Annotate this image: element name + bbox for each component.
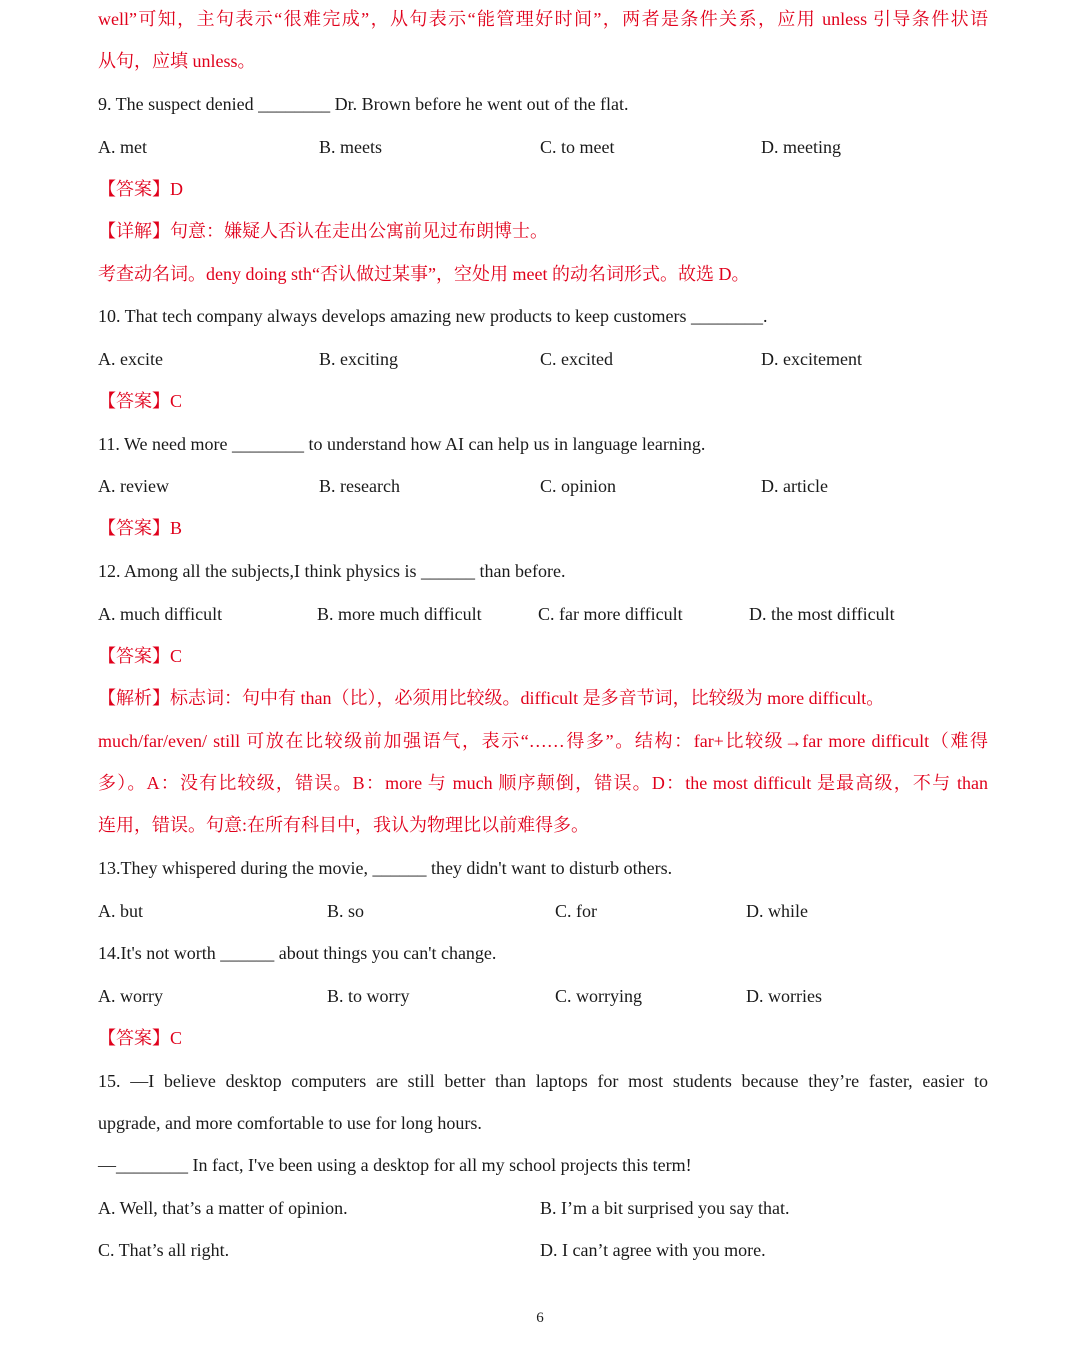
question-10-stem: 10. That tech company always develops amazing new products to keep customers ________.	[98, 306, 768, 326]
q10-answer: 【答案】C	[98, 391, 183, 411]
q15-option-a: A. Well, that’s a matter of opinion.	[98, 1198, 348, 1218]
q10-option-b: B. exciting	[319, 349, 398, 369]
q14-option-c: C. worrying	[555, 986, 642, 1006]
question-11-stem: 11. We need more ________ to understand how AI can help us in language learning.	[98, 434, 706, 454]
q9-option-d: D. meeting	[761, 137, 841, 157]
q12-option-d: D. the most difficult	[749, 604, 895, 624]
page-number: 6	[536, 1310, 544, 1326]
q9-detail: 【详解】句意：嫌疑人否认在走出公寓前见过布朗博士。	[98, 221, 548, 241]
q11-option-a: A. review	[98, 476, 169, 496]
q11-option-d: D. article	[761, 476, 828, 496]
question-12-stem: 12. Among all the subjects,I think physics is ______ than before.	[98, 561, 566, 581]
q9-answer: 【答案】D	[98, 179, 183, 199]
q15-option-d: D. I can’t agree with you more.	[540, 1240, 766, 1260]
q11-option-b: B. research	[319, 476, 400, 496]
q15-option-b: B. I’m a bit surprised you say that.	[540, 1198, 790, 1218]
explanation-line: 从句，应填 unless。	[98, 51, 256, 71]
q13-option-c: C. for	[555, 901, 597, 921]
question-15-reply: —________ In fact, I've been using a desktop for all my school projects this term!	[98, 1155, 692, 1175]
q13-option-b: B. so	[327, 901, 365, 921]
q11-option-c: C. opinion	[540, 476, 617, 496]
q15-option-c: C. That’s all right.	[98, 1240, 230, 1260]
question-9-stem: 9. The suspect denied ________ Dr. Brown before he went out of the flat.	[98, 94, 629, 114]
explanation-line: well”可知，主句表示“很难完成”，从句表示“能管理好时间”，两者是条件关系，应用 unless 引导条件状语	[98, 9, 988, 29]
q11-answer: 【答案】B	[98, 518, 183, 538]
question-14-stem: 14.It's not worth ______ about things you can't change.	[98, 943, 497, 963]
q12-option-c: C. far more difficult	[538, 604, 683, 624]
q12-explanation-1: 【解析】标志词：句中有 than（比），必须用比较级。difficult 是多音节词，比较级为 more difficult。	[98, 688, 885, 708]
q14-answer: 【答案】C	[98, 1028, 183, 1048]
q9-analysis: 考查动名词。deny doing sth“否认做过某事”，空处用 meet 的动名词形式。故选 D。	[98, 264, 750, 284]
q14-option-d: D. worries	[746, 986, 822, 1006]
q12-explanation-4: 连用，错误。句意:在所有科目中，我认为物理比以前难得多。	[98, 815, 589, 835]
question-13-stem: 13.They whispered during the movie, ______ they didn't want to disturb others.	[98, 858, 673, 878]
q12-explanation-2: much/far/even/ still 可放在比较级前加强语气，表示“……得多”。结构：far+比较级→far more difficult（难得	[98, 731, 988, 751]
q13-option-a: A. but	[98, 901, 143, 921]
q9-option-a: A. met	[98, 137, 147, 157]
q10-option-d: D. excitement	[761, 349, 862, 369]
q12-option-a: A. much difficult	[98, 604, 223, 624]
q13-option-d: D. while	[746, 901, 808, 921]
question-15-stem: 15. —I believe desktop computers are still better than laptops for most students because they’re faster, easier to	[98, 1071, 988, 1091]
q14-option-a: A. worry	[98, 986, 163, 1006]
q9-option-b: B. meets	[319, 137, 382, 157]
q9-option-c: C. to meet	[540, 137, 615, 157]
q14-option-b: B. to worry	[327, 986, 410, 1006]
q10-option-a: A. excite	[98, 349, 163, 369]
question-15-stem-cont: upgrade, and more comfortable to use for long hours.	[98, 1113, 482, 1133]
q12-explanation-3: 多）。A：没有比较级，错误。B：more 与 much 顺序颠倒，错误。D：the most difficult 是最高级，不与 than	[98, 773, 988, 793]
q12-option-b: B. more much difficult	[317, 604, 482, 624]
q12-answer: 【答案】C	[98, 646, 183, 666]
q10-option-c: C. excited	[540, 349, 613, 369]
